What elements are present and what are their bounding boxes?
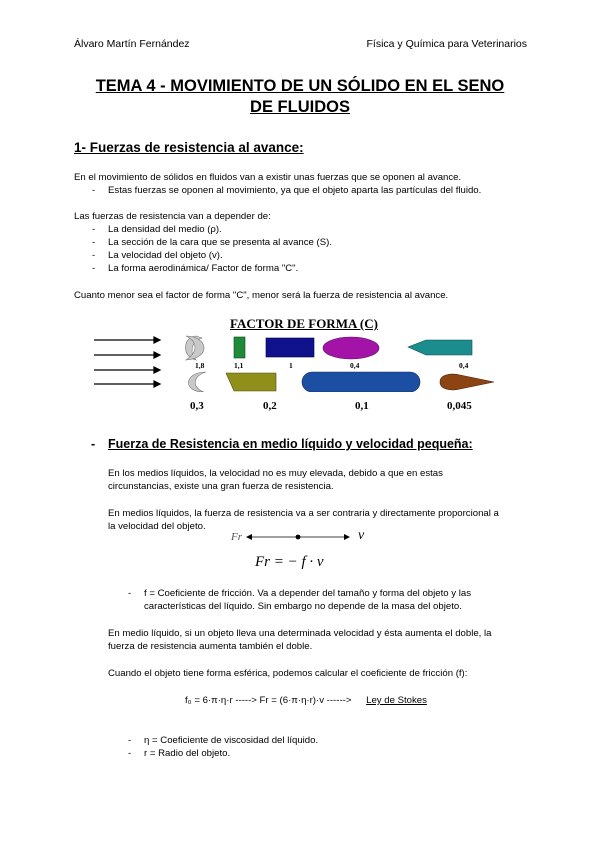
shape-brown-teardrop [440, 374, 494, 390]
depends-item-density: - La densidad del medio (ρ). [92, 224, 222, 235]
cf-value-2: 1,1 [234, 361, 244, 370]
section1-intro: En el movimiento de sólidos en fluidos van a existir unas fuerzas que se oponen al avance. [74, 172, 462, 183]
shape-olive-wedge [226, 373, 276, 391]
section1-heading: 1- Fuerzas de resistencia al avance: [74, 140, 304, 155]
cf-value-8: 0,1 [355, 400, 369, 412]
viscosity-def: - η = Coeficiente de viscosidad del líquido. [128, 735, 319, 746]
depends-item-form: - La forma aerodinámica/ Factor de forma "C". [92, 263, 299, 274]
flow-arrow-head [154, 352, 160, 358]
stokes-formula: f₀ = 6·π·η·r -----> Fr = (6·π·η·r)·v ------> Ley de Stokes [185, 695, 427, 706]
shape-teal-wedge [408, 340, 472, 355]
flow-arrows [94, 337, 160, 387]
diagram-v-label: v [358, 528, 365, 543]
page-title-line2: DE FLUIDOS [250, 98, 350, 116]
section2-p1: En los medios líquidos, la velocidad no es muy elevada, debido a que en estas circunstancias, existe una gran fuerza de resistencia. [108, 468, 443, 492]
shape-navy-box [266, 338, 314, 357]
stokes-law-label: Ley de Stokes [366, 695, 427, 706]
cf-value-3: 1 [289, 361, 293, 370]
depends-intro: Las fuerzas de resistencia van a depender de: [74, 211, 271, 222]
flow-arrow-head [154, 381, 160, 387]
radius-def: - r = Radio del objeto. [128, 748, 231, 759]
cf-value-6: 0,3 [190, 400, 204, 412]
shape-blue-capsule [302, 372, 420, 392]
depends-item-section: - La sección de la cara que se presenta al avance (S). [92, 237, 332, 248]
cf-value-5: 0,4 [459, 361, 469, 370]
shape-cup-convex [188, 372, 206, 392]
section2-p4: Cuando el objeto tiene forma esférica, podemos calcular el coeficiente de fricción (f): [108, 668, 468, 679]
header-subject: Física y Química para Veterinarios [366, 38, 527, 50]
page-title-line1: TEMA 4 - MOVIMIENTO DE UN SÓLIDO EN EL SENO [95, 77, 505, 95]
shape-green-plate [234, 337, 245, 358]
cf-value-9: 0,045 [447, 400, 472, 412]
figure-title: FACTOR DE FORMA (C) [230, 316, 378, 331]
vector-diagram [246, 531, 350, 543]
diagram-fr-label: Fr [231, 531, 242, 543]
shape-purple-ellipse [323, 337, 379, 359]
cf-value-1: 1,8 [195, 361, 205, 370]
section2-p3: En medio líquido, si un objeto lleva una determinada velocidad y ésta aumenta el doble, la fuerza de resistencia aumenta también el doble. [108, 628, 492, 652]
form-factor-figure [88, 330, 508, 392]
resistance-formula: Fr = − f · v [255, 554, 324, 570]
flow-arrow-head [154, 337, 160, 343]
bullet-dash: - [92, 185, 96, 196]
section1-intro-bullet: - Estas fuerzas se oponen al movimiento, ya que el objeto aparta las partículas del fluido. [92, 185, 482, 196]
cf-value-7: 0,2 [263, 400, 277, 412]
cf-value-4: 0,4 [350, 361, 360, 370]
section2-p2: En medios líquidos, la fuerza de resistencia va a ser contraria y directamente proporcional a la velocidad del objeto. [108, 508, 499, 532]
friction-coefficient-def: - f = Coeficiente de fricción. Va a depender del tamaño y forma del objeto y las características del líquido. Sin embargo no depende de la masa del objeto. [128, 588, 471, 612]
depends-item-velocity: - La velocidad del objeto (v). [92, 250, 223, 261]
flow-arrow-head [154, 367, 160, 373]
form-factor-note: Cuanto menor sea el factor de forma "C", menor será la fuerza de resistencia al avance. [74, 290, 449, 301]
section2-heading: - Fuerza de Resistencia en medio líquido y velocidad pequeña: [91, 437, 473, 451]
header-author: Álvaro Martín Fernández [74, 38, 190, 50]
page-title [60, 76, 540, 118]
